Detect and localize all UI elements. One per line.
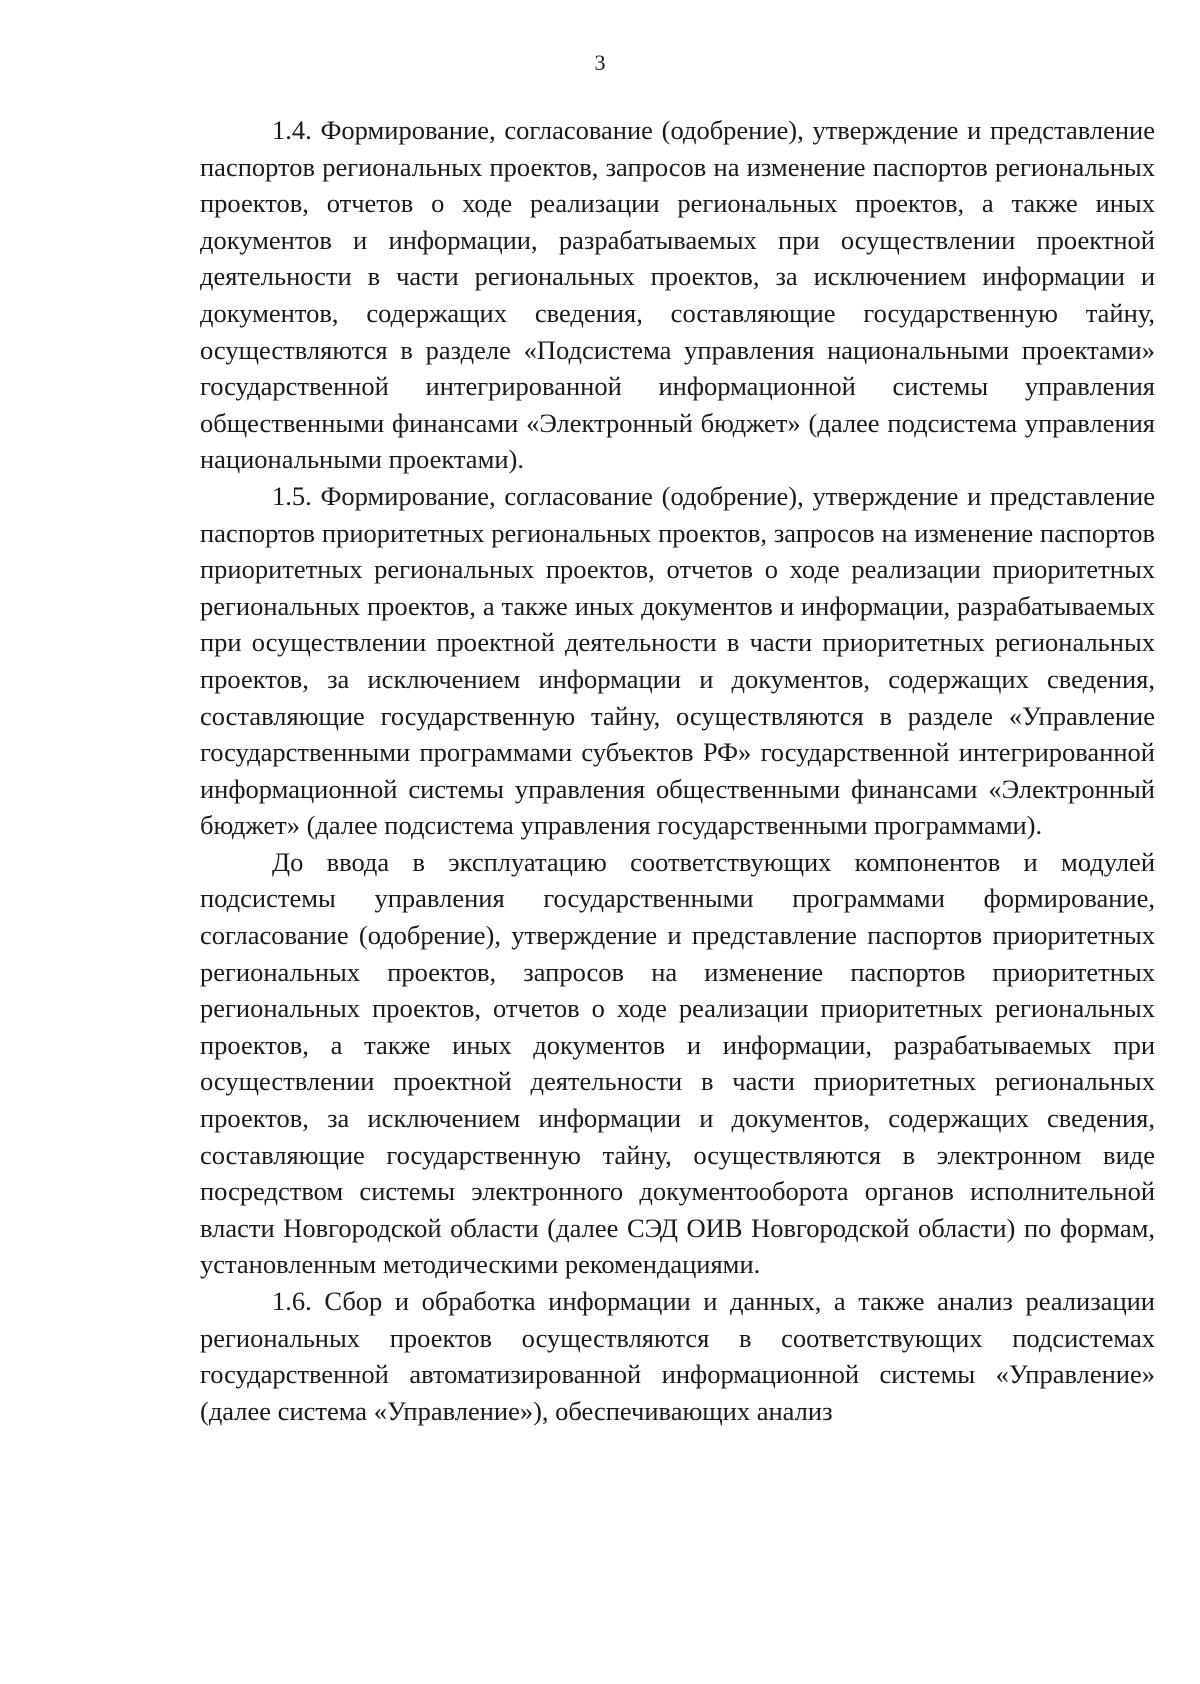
paragraph-interim-procedure: До ввода в эксплуатацию соответствующих компонентов и модулей подсистемы управления государственными программами формирование, согласование (одобрение), утверждение и представление паспортов приоритетных региональных проектов, запросов на изменение паспортов приоритетных региональных проектов, отчетов о ходе реализации приоритетных региональных проектов, а также иных документов и информации, разрабатываемых при осуществлении проектной деятельности в части приоритетных региональных проектов, за исключением информации и документов, содержащих сведения, составляющие государственную тайну, осуществляются в электронном виде посредством системы электронного документооборота органов исполнительной власти Новгородской области (далее СЭД ОИВ Новгородской области) по формам, установленным методическими рекомендациями. xyxy=(200,846,1155,1280)
paragraph-1-5: 1.5. Формирование, согласование (одобрение), утверждение и представление паспортов приоритетных региональных проектов, запросов на изменение паспортов приоритетных региональных проектов, отчетов о ходе реализации приоритетных региональных проектов, а также иных документов и информации, разрабатываемых при осуществлении проектной деятельности в части приоритетных региональных проектов, за исключением информации и документов, содержащих сведения, составляющие государственную тайну, осуществляются в разделе «Управление государственными программами субъектов РФ» государственной интегрированной информационной системы управления общественными финансами «Электронный бюджет» (далее подсистема управления государственными программами). xyxy=(200,480,1155,841)
paragraph-1-6: 1.6. Сбор и обработка информации и данных, а также анализ реализации региональных проектов осуществляются в соответствующих подсистемах государственной автоматизированной информационной системы «Управление» (далее система «Управление»), обеспечивающих анализ xyxy=(200,1286,1155,1426)
paragraph-1-4: 1.4. Формирование, согласование (одобрение), утверждение и представление паспортов региональных проектов, запросов на изменение паспортов региональных проектов, отчетов о ходе реализации региональных проектов, а также иных документов и информации, разрабатываемых при осуществлении проектной деятельности в части региональных проектов, за исключением информации и документов, содержащих сведения, составляющие государственную тайну, осуществляются в разделе «Подсистема управления национальными проектами» государственной интегрированной информационной системы управления общественными финансами «Электронный бюджет» (далее подсистема управления национальными проектами). xyxy=(200,115,1155,475)
page-number: 3 xyxy=(594,50,606,75)
document-body xyxy=(200,112,1155,1429)
